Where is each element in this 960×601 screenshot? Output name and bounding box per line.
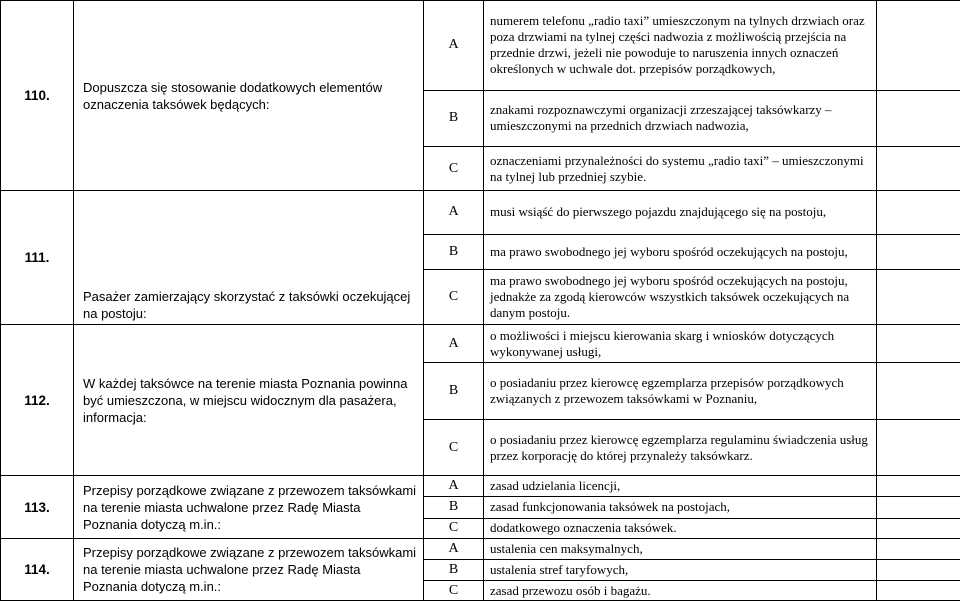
answer-text: ustalenia stref taryfowych, [484, 559, 877, 581]
score-cell [877, 476, 960, 497]
answer-letter: B [424, 363, 484, 420]
score-cell [877, 325, 960, 363]
answer-text: o możliwości i miejscu kierowania skarg i wniosków dotyczących wykonywanej usługi, [484, 325, 877, 363]
question-number: 110. [1, 1, 74, 191]
score-cell [877, 559, 960, 581]
answer-text: ma prawo swobodnego jej wyboru spośród oczekujących na postoju, [484, 234, 877, 269]
answer-letter: A [424, 476, 484, 497]
answer-row [1, 325, 960, 363]
answer-text: ma prawo swobodnego jej wyboru spośród oczekujących na postoju, jednakże za zgodą kierowców wszystkich taksówek oczekujących na danym postoju. [484, 269, 877, 325]
score-cell [877, 363, 960, 420]
answer-letter: C [424, 419, 484, 476]
answer-text: ustalenia cen maksymalnych, [484, 539, 877, 560]
answer-text: zasad funkcjonowania taksówek na postojach, [484, 496, 877, 518]
question-number: 111. [1, 191, 74, 325]
answer-letter: B [424, 496, 484, 518]
score-cell [877, 539, 960, 560]
question-number: 114. [1, 539, 74, 601]
answer-text: o posiadaniu przez kierowcę egzemplarza regulaminu świadczenia usług przez korporację do której przynależy taksówkarz. [484, 419, 877, 476]
answer-letter: C [424, 518, 484, 539]
answer-text: musi wsiąść do pierwszego pojazdu znajdującego się na postoju, [484, 191, 877, 234]
answer-text: dodatkowego oznaczenia taksówek. [484, 518, 877, 539]
answer-letter: B [424, 234, 484, 269]
answer-letter: A [424, 191, 484, 234]
answer-row [1, 476, 960, 497]
answer-letter: A [424, 1, 484, 91]
answer-letter: C [424, 581, 484, 601]
answer-letter: A [424, 325, 484, 363]
question-text: Przepisy porządkowe związane z przewozem taksówkami na terenie miasta uchwalone przez Radę Miasta Poznania dotyczą m.in.: [74, 476, 424, 539]
question-text: W każdej taksówce na terenie miasta Poznania powinna być umieszczona, w miejscu widocznym dla pasażera, informacja: [74, 325, 424, 476]
answer-row [1, 191, 960, 234]
answer-letter: B [424, 559, 484, 581]
question-text: Dopuszcza się stosowanie dodatkowych elementów oznaczenia taksówek będących: [74, 1, 424, 191]
score-cell [877, 90, 960, 147]
score-cell [877, 581, 960, 601]
answer-text: zasad udzielania licencji, [484, 476, 877, 497]
answer-letter: A [424, 539, 484, 560]
question-text: Przepisy porządkowe związane z przewozem taksówkami na terenie miasta uchwalone przez Radę Miasta Poznania dotyczą m.in.: [74, 539, 424, 601]
question-number: 113. [1, 476, 74, 539]
answer-text: zasad przewozu osób i bagażu. [484, 581, 877, 601]
answer-text: o posiadaniu przez kierowcę egzemplarza przepisów porządkowych związanych z przewozem taksówkami w Poznaniu, [484, 363, 877, 420]
score-cell [877, 147, 960, 191]
answer-letter: B [424, 90, 484, 147]
answer-text: oznaczeniami przynależności do systemu „radio taxi” – umieszczonymi na tylnej lub przedniej szybie. [484, 147, 877, 191]
score-cell [877, 1, 960, 91]
score-cell [877, 269, 960, 325]
answer-row [1, 539, 960, 560]
answer-letter: C [424, 147, 484, 191]
score-cell [877, 419, 960, 476]
question-text: Pasażer zamierzający skorzystać z taksówki oczekującej na postoju: [74, 191, 424, 325]
score-cell [877, 191, 960, 234]
answer-row [1, 1, 960, 91]
score-cell [877, 234, 960, 269]
answer-letter: C [424, 269, 484, 325]
score-cell [877, 518, 960, 539]
answer-text: numerem telefonu „radio taxi” umieszczonym na tylnych drzwiach oraz poza drzwiami na tylnej części nadwozia z możliwością przejścia na przednie drzwi, jeżeli nie powoduje to naruszenia innych oznaczeń określonych w uchwale dot. przepisów porządkowych, [484, 1, 877, 91]
answer-text: znakami rozpoznawczymi organizacji zrzeszającej taksówkarzy – umieszczonymi na przednich drzwiach nadwozia, [484, 90, 877, 147]
question-number: 112. [1, 325, 74, 476]
score-cell [877, 496, 960, 518]
